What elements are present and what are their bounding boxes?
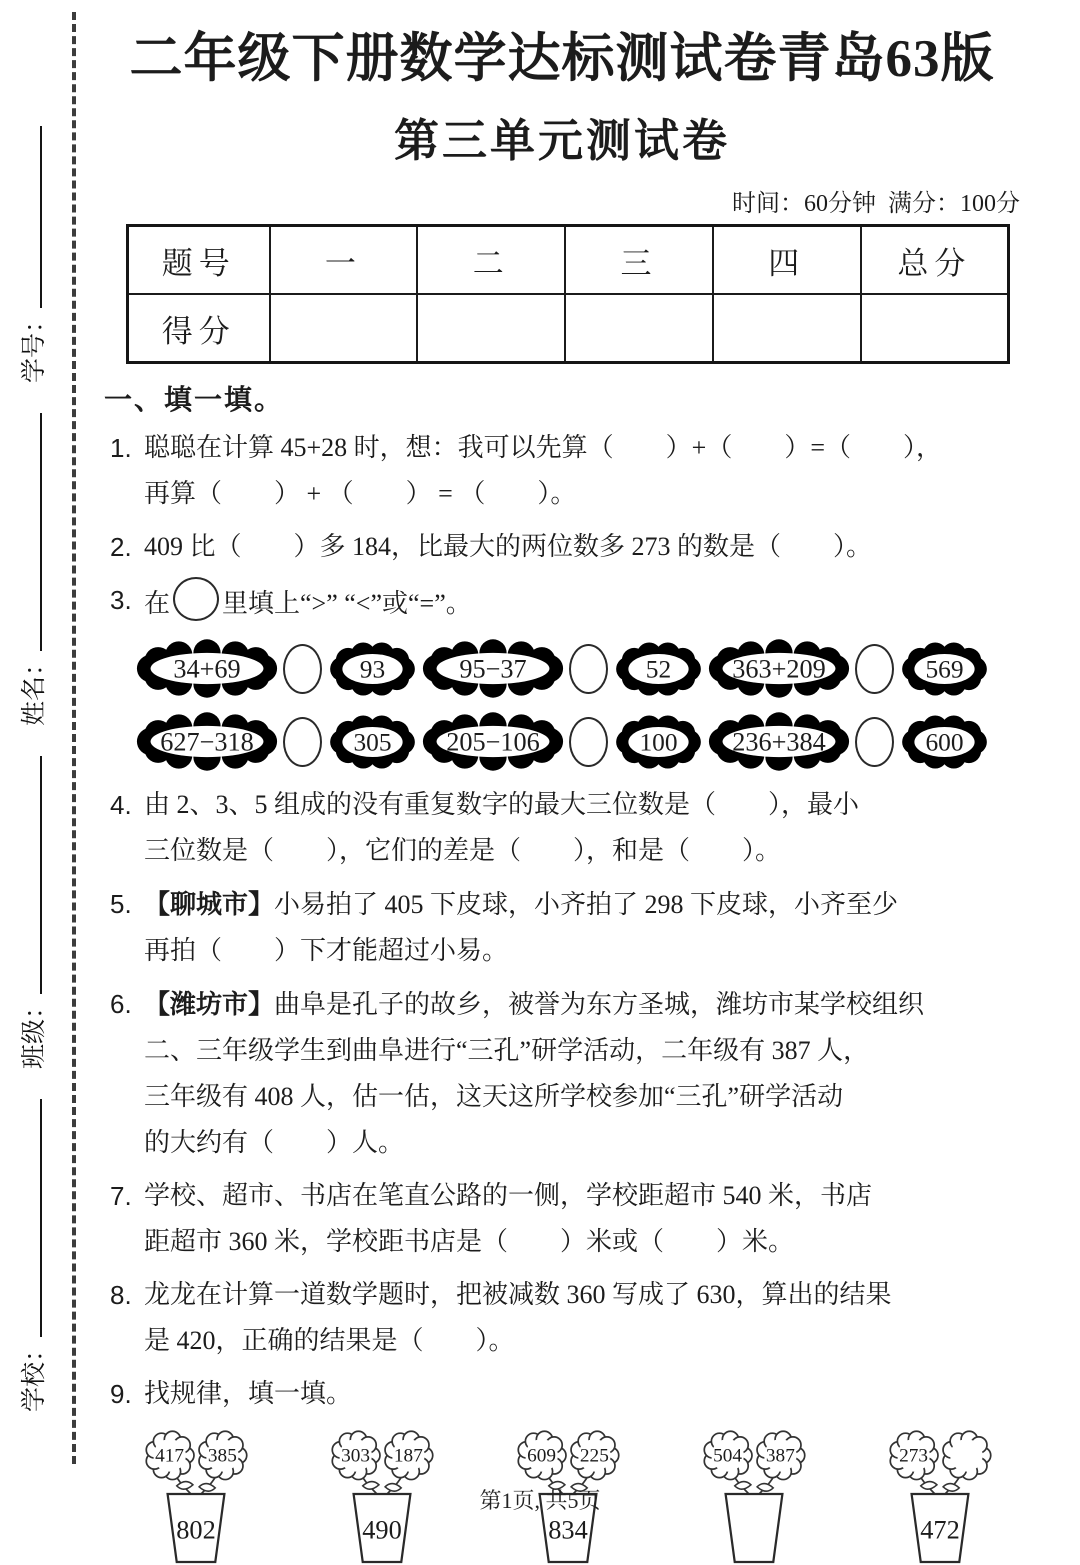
score-value-cell <box>270 294 418 363</box>
cloud-expression <box>706 708 852 775</box>
flower-value: 273 <box>899 1445 929 1467</box>
question-4 <box>104 782 1020 874</box>
question-text: 在 <box>144 589 171 618</box>
svg-text:52: 52 <box>645 654 672 683</box>
comparison-row <box>134 708 980 775</box>
class-label: 班级： <box>20 993 49 1069</box>
flower-icon <box>199 1431 247 1479</box>
question-number: 9. <box>110 1379 132 1409</box>
score-table-value-row <box>128 294 1009 363</box>
question-line: 409 比（ ）多 184，比最大的两位数多 273 的数是（ ）。 <box>144 532 873 561</box>
svg-text:93: 93 <box>359 654 386 683</box>
score-header-cell: 三 <box>565 226 713 295</box>
question-line: 学校、超市、书店在笔直公路的一侧，学校距超市 540 米，书店 <box>144 1181 873 1210</box>
svg-text:236+384: 236+384 <box>732 727 826 757</box>
school-label: 学校： <box>20 1336 49 1412</box>
flower-value: 225 <box>579 1445 609 1467</box>
flower-value: 417 <box>155 1445 185 1467</box>
student-id-label: 学号： <box>20 307 49 383</box>
question-line: 再算（ ） + （ ） = （ ）。 <box>144 479 577 508</box>
flower-value: 187 <box>393 1445 423 1467</box>
page-subtitle: 第三单元测试卷 <box>393 116 730 166</box>
question-9 <box>104 1371 1020 1417</box>
comparison-item <box>420 635 706 702</box>
question-line: 距超市 360 米，学校距书店是（ ）米或（ ）米。 <box>144 1227 795 1256</box>
question-line: 三年级有 408 人，估一估，这天这所学校参加“三孔”研学活动 <box>144 1082 844 1111</box>
comparison-item <box>134 708 420 775</box>
flower-value: 504 <box>713 1445 743 1467</box>
question-line: 三位数是（ ），它们的差是（ ），和是（ ）。 <box>144 836 782 865</box>
compare-circle-icon <box>855 644 894 694</box>
flower-icon <box>943 1431 991 1479</box>
svg-text:34+69: 34+69 <box>173 654 241 684</box>
score-header-cell: 一 <box>270 226 418 295</box>
comparison-row <box>134 635 980 702</box>
comparison-item <box>134 635 420 702</box>
flower-value: 303 <box>341 1445 371 1467</box>
question-8 <box>104 1272 1020 1364</box>
section-heading: 一、填一填。 <box>104 384 285 415</box>
flower-value: 387 <box>765 1445 795 1467</box>
pot-value: 802 <box>176 1514 216 1545</box>
question-7 <box>104 1173 1020 1265</box>
city-tag: 【聊城市】 <box>144 889 275 919</box>
flower-icon <box>890 1431 938 1479</box>
question-line: 是 420，正确的结果是（ ）。 <box>144 1326 515 1355</box>
dashed-fold-line <box>72 12 76 1464</box>
page-footer: 第1页, 共5页 <box>479 1488 601 1513</box>
comparison-item <box>706 635 992 702</box>
question-number: 3. <box>110 585 132 615</box>
school-blank-line <box>14 1099 42 1337</box>
cloud-value <box>897 710 992 774</box>
flower-icon <box>385 1431 433 1479</box>
question-line <box>144 577 1020 627</box>
flower-value: 609 <box>527 1445 557 1467</box>
cloud-expression <box>706 635 852 702</box>
question-3 <box>104 577 1020 627</box>
score-header-cell: 四 <box>713 226 861 295</box>
question-line: 聪聪在计算 45+28 时，想：我可以先算（ ）+（ ）=（ ）， <box>144 433 942 462</box>
question-number: 5. <box>110 889 132 919</box>
question-number: 8. <box>110 1280 132 1310</box>
compare-circle-icon <box>855 717 894 767</box>
compare-circle-icon <box>173 577 219 621</box>
city-tag: 【潍坊市】 <box>144 989 275 1019</box>
question-number: 7. <box>110 1181 132 1211</box>
cloud-value <box>325 710 420 774</box>
exam-meta: 时间：60分钟 满分：100分 <box>732 191 1020 217</box>
question-6 <box>104 981 1020 1166</box>
svg-text:363+209: 363+209 <box>732 654 826 684</box>
comparison-item <box>706 708 992 775</box>
class-field <box>14 756 50 1069</box>
compare-circle-icon <box>569 717 608 767</box>
svg-text:100: 100 <box>639 727 678 756</box>
pot-value: 490 <box>362 1514 402 1545</box>
score-value-cell <box>565 294 713 363</box>
score-header-cell: 总分 <box>861 226 1009 295</box>
comparison-item <box>420 708 706 775</box>
flower-icon <box>704 1431 752 1479</box>
cloud-expression <box>134 708 280 775</box>
svg-text:627−318: 627−318 <box>160 727 254 757</box>
question-line: 由 2、3、5 组成的没有重复数字的最大三位数是（ ），最小 <box>144 790 860 819</box>
svg-text:600: 600 <box>925 727 964 756</box>
question-line: 龙龙在计算一道数学题时，把被减数 360 写成了 630，算出的结果 <box>144 1280 892 1309</box>
question-line: 二、三年级学生到曲阜进行“三孔”研学活动，二年级有 387 人， <box>144 1036 870 1065</box>
svg-text:569: 569 <box>925 654 964 683</box>
question-line: 找规律，填一填。 <box>144 1379 353 1408</box>
score-value-cell <box>417 294 565 363</box>
svg-text:95−37: 95−37 <box>459 654 527 684</box>
question-1 <box>104 425 1020 517</box>
question-line <box>144 881 1020 928</box>
flower-icon <box>571 1431 619 1479</box>
student-id-field <box>14 126 50 383</box>
compare-circle-icon <box>569 644 608 694</box>
score-header-cell: 题号 <box>128 226 270 295</box>
student-id-blank-line <box>14 126 42 308</box>
svg-text:205−106: 205−106 <box>446 727 540 757</box>
flower-icon <box>332 1431 380 1479</box>
binding-margin <box>14 82 50 1412</box>
cloud-expression <box>420 708 566 775</box>
school-field <box>14 1099 50 1412</box>
question-5 <box>104 881 1020 974</box>
question-number: 6. <box>110 989 132 1019</box>
page-title: 二年级下册数学达标测试卷青岛63版 <box>129 30 995 88</box>
cloud-value <box>611 710 706 774</box>
score-value-cell <box>713 294 861 363</box>
compare-circle-icon <box>283 717 322 767</box>
comparison-exercise <box>134 635 980 775</box>
name-blank-line <box>14 413 42 651</box>
class-blank-line <box>14 756 42 994</box>
question-2 <box>104 524 1020 570</box>
flower-icon <box>146 1431 194 1479</box>
cloud-value <box>611 637 706 701</box>
svg-text:305: 305 <box>353 727 392 756</box>
name-field <box>14 413 50 726</box>
score-table-header-row <box>128 226 1009 295</box>
question-text: 里填上“>” “<”或“=”。 <box>222 589 472 618</box>
question-line: 再拍（ ）下才能超过小易。 <box>144 936 509 965</box>
question-number: 4. <box>110 790 132 820</box>
flower-value: 385 <box>207 1445 237 1467</box>
score-label-cell: 得分 <box>128 294 270 363</box>
score-header-cell: 二 <box>417 226 565 295</box>
name-label: 姓名： <box>20 650 49 726</box>
test-paper <box>104 0 1020 1565</box>
score-table <box>126 224 1010 364</box>
question-text: 曲阜是孔子的故乡，被誉为东方圣城，潍坊市某学校组织 <box>274 990 925 1019</box>
cloud-expression <box>134 635 280 702</box>
question-number: 1. <box>110 433 132 463</box>
cloud-value <box>325 637 420 701</box>
flower-icon <box>518 1431 566 1479</box>
question-line: 的大约有（ ）人。 <box>144 1128 405 1157</box>
question-text: 小易拍了 405 下皮球，小齐拍了 298 下皮球，小齐至少 <box>274 890 899 919</box>
score-value-cell <box>861 294 1009 363</box>
pot-value: 472 <box>920 1514 960 1545</box>
cloud-value <box>897 637 992 701</box>
pot-value: 834 <box>548 1514 588 1545</box>
compare-circle-icon <box>283 644 322 694</box>
question-number: 2. <box>110 532 132 562</box>
question-line <box>144 981 1020 1028</box>
flower-icon <box>757 1431 805 1479</box>
cloud-expression <box>420 635 566 702</box>
